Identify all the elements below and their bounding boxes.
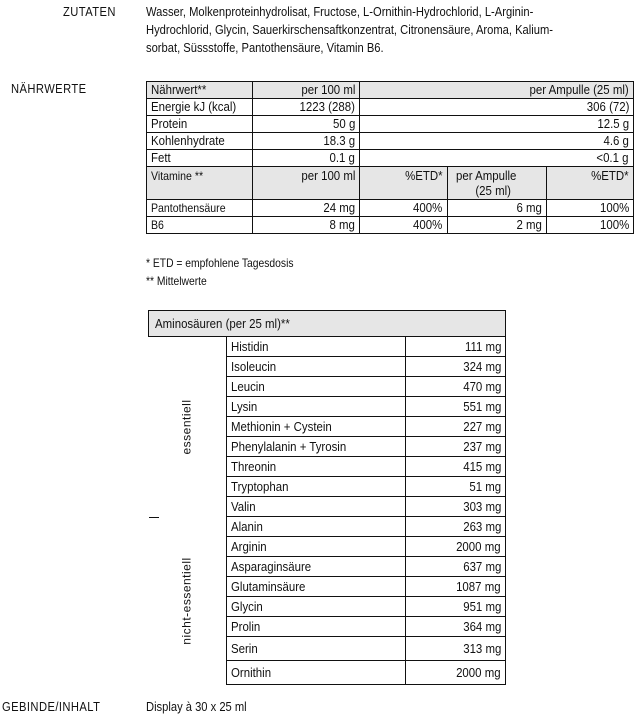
amino-value: 551 mg: [406, 397, 506, 417]
footnote-mittelwerte: ** Mittelwerte: [146, 274, 207, 288]
vitamine-header-row: [147, 167, 634, 200]
row-value: 306 (72): [360, 99, 634, 116]
row-value: 4.6 g: [360, 133, 634, 150]
amino-name: Prolin: [226, 617, 406, 637]
zutaten-line: Hydrochlorid, Glycin, Sauerkirschensaftkonzentrat, Citronensäure, Aroma, Kalium-: [146, 22, 554, 37]
table-row: [147, 200, 634, 217]
amino-value: 51 mg: [406, 477, 506, 497]
amino-value: 324 mg: [406, 357, 506, 377]
group-label-nicht-essentiell: nicht-essentiell: [179, 556, 194, 645]
header-cell: per Ampulle (25 ml): [360, 82, 634, 99]
row-value: 2 mg: [447, 217, 546, 234]
amino-name: Valin: [226, 497, 406, 517]
amino-name: Arginin: [226, 537, 406, 557]
amino-value: 364 mg: [406, 617, 506, 637]
amino-name: Ornithin: [226, 661, 406, 685]
amino-name: Methionin + Cystein: [226, 417, 406, 437]
table-row: [147, 99, 634, 116]
amino-name: Leucin: [226, 377, 406, 397]
amino-value: 415 mg: [406, 457, 506, 477]
row-value: 100%: [546, 200, 633, 217]
amino-name: Lysin: [226, 397, 406, 417]
zutaten-label: ZUTATEN: [63, 4, 116, 19]
row-value: 6 mg: [447, 200, 546, 217]
naehrwerte-header-row: [147, 82, 634, 99]
naehrwerte-table-wrap: [146, 81, 634, 234]
table-row: [149, 517, 506, 537]
table-row: [147, 150, 634, 167]
amino-name: Isoleucin: [226, 357, 406, 377]
table-row: [147, 217, 634, 234]
zutaten-line: sorbat, Süssstoffe, Pantothensäure, Vitamin B6.: [146, 40, 384, 55]
row-label: Protein: [147, 116, 253, 133]
row-value: 100%: [546, 217, 633, 234]
group-label-essentiell: essentiell: [179, 399, 194, 455]
row-label: Kohlenhydrate: [147, 133, 253, 150]
row-value: 50 g: [252, 116, 359, 133]
header-cell: %ETD*: [360, 167, 447, 200]
row-label: Pantothensäure: [147, 200, 253, 217]
zutaten-text: [146, 3, 636, 57]
amino-name: Histidin: [226, 337, 406, 357]
header-cell: per 100 ml: [252, 82, 359, 99]
amino-value: 263 mg: [406, 517, 506, 537]
row-value: 18.3 g: [252, 133, 359, 150]
amino-name: Tryptophan: [226, 477, 406, 497]
amino-value: 111 mg: [406, 337, 506, 357]
footnote-etd: * ETD = empfohlene Tagesdosis: [146, 256, 294, 270]
naehrwerte-label: NÄHRWERTE: [11, 81, 87, 96]
amino-value: 2000 mg: [406, 537, 506, 557]
amino-value: 227 mg: [406, 417, 506, 437]
header-cell: Nährwert**: [147, 82, 253, 99]
row-value: 400%: [360, 217, 447, 234]
header-cell: Vitamine **: [147, 167, 253, 200]
amino-value: 1087 mg: [406, 577, 506, 597]
amino-name: Threonin: [226, 457, 406, 477]
row-value: 1223 (288): [252, 99, 359, 116]
amino-name: Phenylalanin + Tyrosin: [226, 437, 406, 457]
row-label: Energie kJ (kcal): [147, 99, 253, 116]
zutaten-line: Wasser, Molkenproteinhydrolisat, Fructose, L-Ornithin-Hydrochlorid, L-Arginin-: [146, 4, 534, 19]
amino-name: Glutaminsäure: [226, 577, 406, 597]
amino-value: 237 mg: [406, 437, 506, 457]
group-separator: [149, 517, 159, 518]
header-cell: %ETD*: [546, 167, 633, 200]
gebinde-label: GEBINDE/INHALT: [2, 699, 101, 714]
amino-table: [148, 310, 506, 685]
amino-value: 2000 mg: [406, 661, 506, 685]
gebinde-text: Display à 30 x 25 ml: [146, 699, 247, 714]
amino-name: Asparaginsäure: [226, 557, 406, 577]
table-row: [147, 133, 634, 150]
amino-value: 470 mg: [406, 377, 506, 397]
amino-name: Alanin: [226, 517, 406, 537]
row-value: <0.1 g: [360, 150, 634, 167]
table-row: [149, 337, 506, 357]
amino-name: Serin: [226, 637, 406, 661]
amino-value: 313 mg: [406, 637, 506, 661]
amino-header: Aminosäuren (per 25 ml)**: [149, 311, 506, 337]
amino-name: Glycin: [226, 597, 406, 617]
group-nicht-essentiell: [149, 517, 227, 685]
amino-table-wrap: [148, 310, 506, 685]
amino-value: 951 mg: [406, 597, 506, 617]
row-value: 0.1 g: [252, 150, 359, 167]
row-value: 24 mg: [252, 200, 359, 217]
header-cell: per Ampulle (25 ml): [447, 167, 546, 200]
amino-value: 303 mg: [406, 497, 506, 517]
row-label: Fett: [147, 150, 253, 167]
row-value: 400%: [360, 200, 447, 217]
naehrwerte-table: [146, 81, 634, 234]
row-label: B6: [147, 217, 253, 234]
row-value: 12.5 g: [360, 116, 634, 133]
table-row: [147, 116, 634, 133]
amino-value: 637 mg: [406, 557, 506, 577]
group-essentiell: [149, 337, 227, 517]
amino-header-row: [149, 311, 506, 337]
header-cell: per 100 ml: [252, 167, 359, 200]
row-value: 8 mg: [252, 217, 359, 234]
